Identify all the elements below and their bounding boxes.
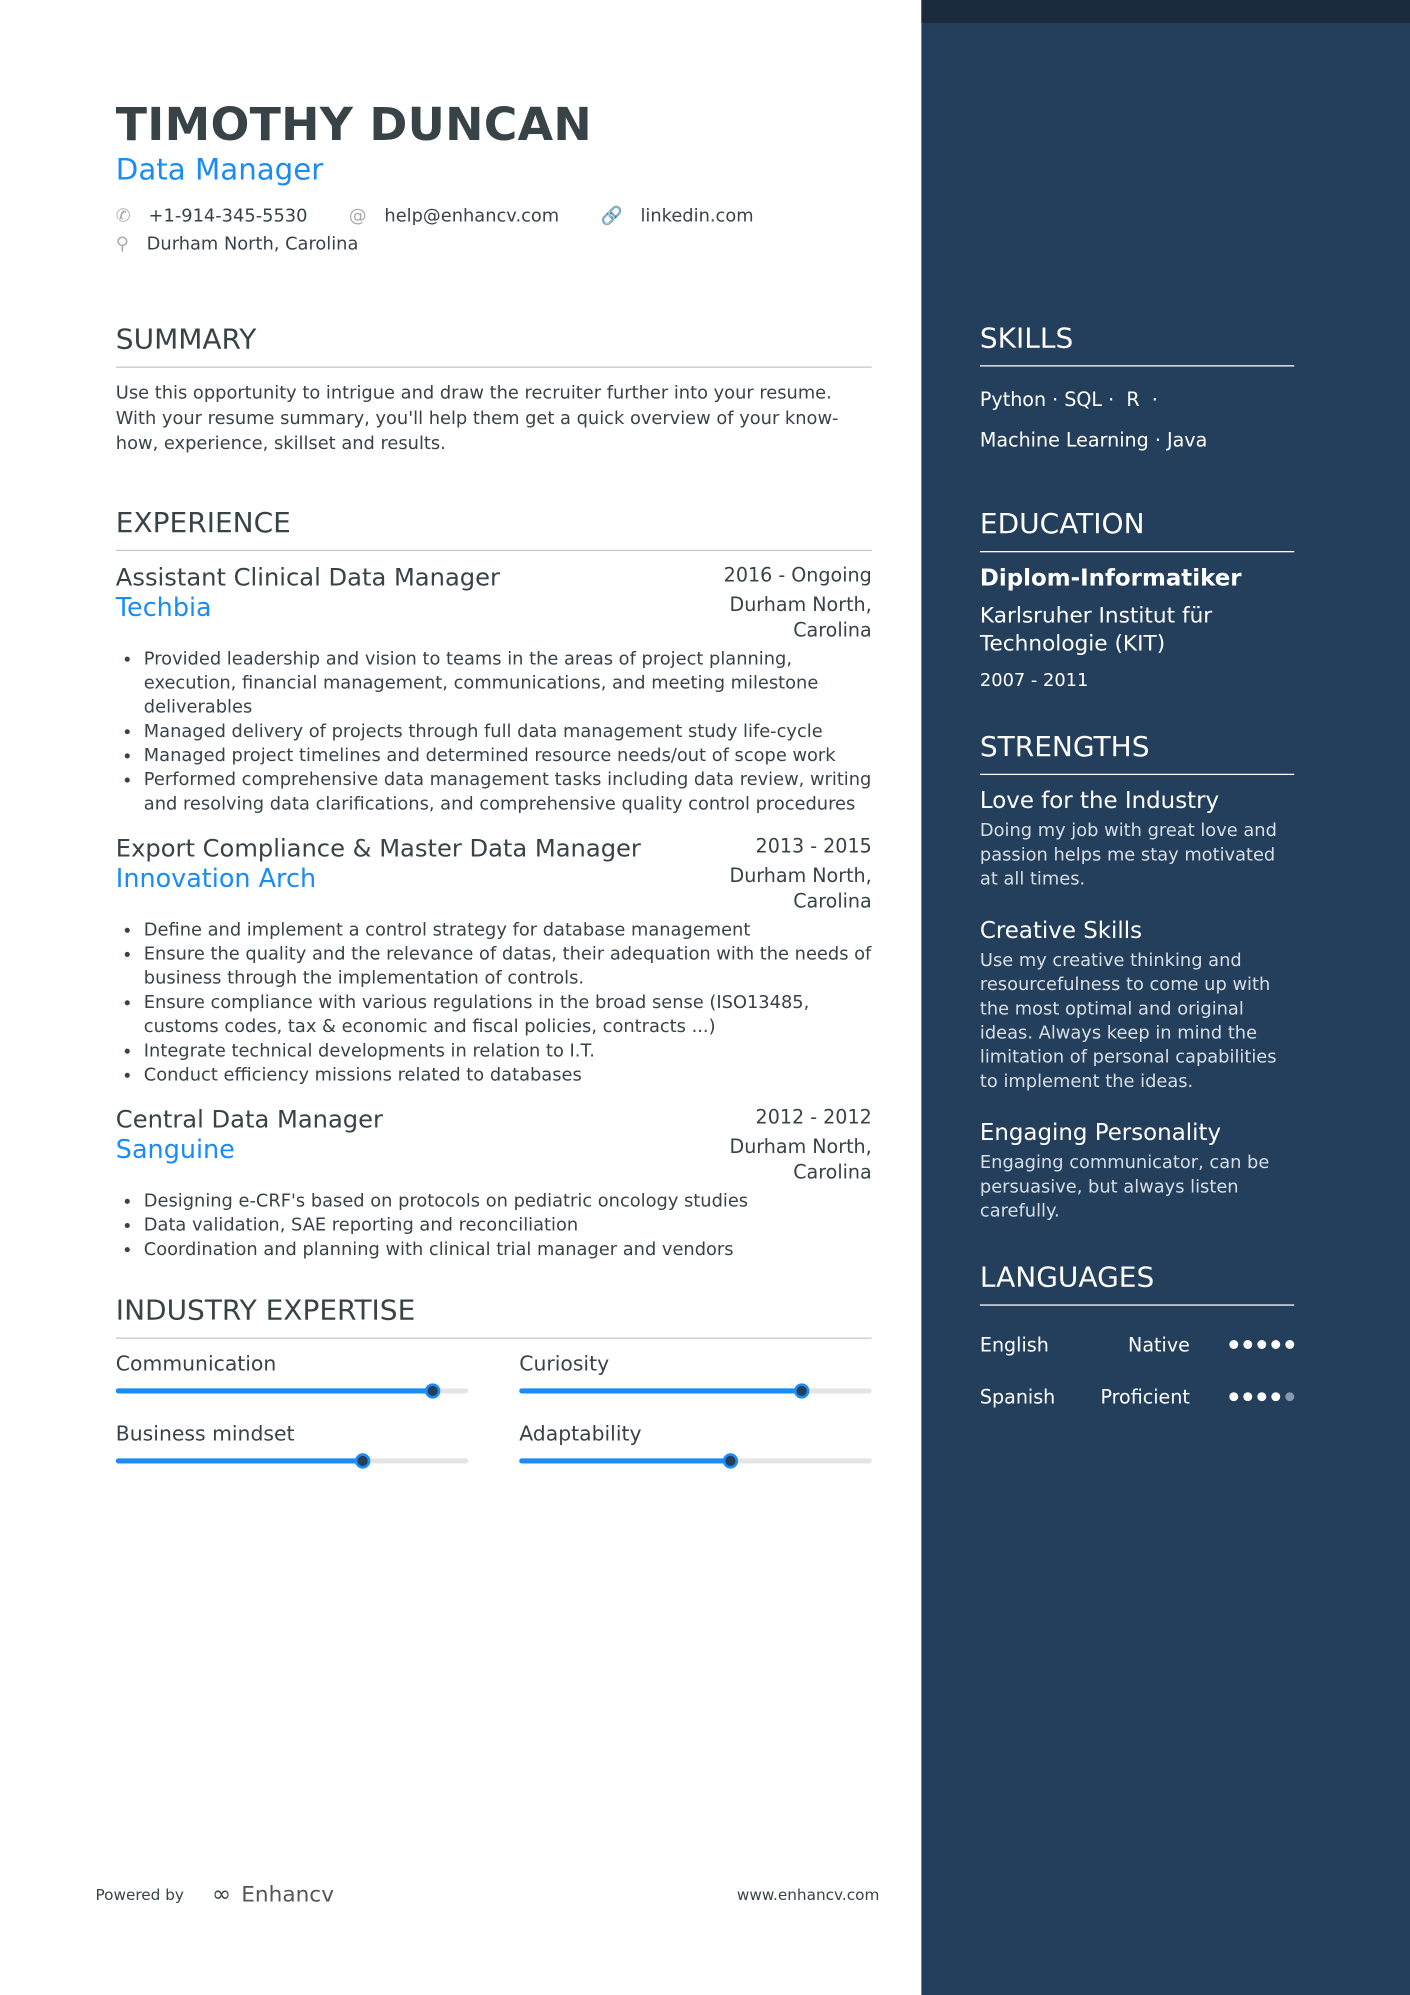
skills-line: Machine Learning · Java: [979, 428, 1208, 452]
sidebar-top-band: [921, 0, 1410, 23]
brand: Enhancv: [241, 1881, 334, 1907]
job-dates: 2012 - 2012: [755, 1105, 872, 1129]
dot-icon: [1243, 1392, 1252, 1401]
slider-knob[interactable]: [794, 1383, 809, 1398]
expertise-item: [519, 1352, 872, 1394]
job-role: Export Compliance & Master Data Manager: [115, 834, 641, 863]
bullet: • Integrate technical developments in relation to I.T.: [144, 1040, 872, 1064]
main-column: [116, 99, 872, 1463]
language-level: Proficient: [1100, 1385, 1190, 1409]
bullet: • Provided leadership and vision to teams in the areas of project planning, execution, financial management, communications, and meeting milestone deliverables: [144, 648, 872, 721]
strength-title: Engaging Personality: [979, 1119, 1222, 1147]
dot-icon: [1229, 1340, 1238, 1349]
job-bullets: [116, 1190, 872, 1263]
candidate-name: TIMOTHY DUNCAN: [115, 99, 592, 152]
proficiency-dots: [1229, 1392, 1294, 1401]
email[interactable]: help@enhancv.com: [384, 206, 560, 227]
language-name: English: [979, 1333, 1049, 1356]
section-heading: SKILLS: [980, 323, 1294, 366]
expertise-section: [116, 1296, 872, 1464]
expertise-label: Adaptability: [519, 1421, 642, 1446]
dot-icon: [1271, 1392, 1280, 1401]
job-company-row: [116, 1134, 872, 1185]
strength-text: Doing my job with great love and passion helps me stay motivated at all times.: [979, 820, 1277, 890]
powered-by: Powered by: [95, 1885, 184, 1904]
section-heading: SUMMARY: [116, 325, 872, 368]
bullet: • Coordination and planning with clinical trial manager and vendors: [144, 1238, 872, 1262]
linkedin-link[interactable]: linkedin.com: [640, 206, 754, 227]
dot-icon: [1257, 1340, 1266, 1349]
bullet: • Performed comprehensive data management tasks including data review, writing and resolving data clarifications, and comprehensive quality control procedures: [144, 769, 872, 817]
job-entry: [116, 1106, 872, 1263]
phone: +1-914-345-5530: [148, 206, 308, 227]
job-bullets: [116, 919, 872, 1088]
job-company-row: [116, 592, 872, 643]
bullet: • Define and implement a control strategy for database management: [144, 919, 872, 943]
expertise-slider[interactable]: [519, 1458, 872, 1463]
section-heading: EDUCATION: [980, 509, 1294, 552]
dot-icon: [1285, 1392, 1294, 1401]
job-header: [116, 835, 872, 863]
link-icon: 🔗: [600, 206, 623, 227]
expertise-slider[interactable]: [116, 1388, 469, 1393]
language-row: [980, 1318, 1294, 1370]
expertise-label: Business mindset: [115, 1421, 295, 1446]
section-heading: STRENGTHS: [980, 732, 1294, 775]
section-heading: EXPERIENCE: [116, 508, 872, 551]
slider-fill: [519, 1388, 801, 1393]
dot-icon: [1285, 1340, 1294, 1349]
skills-list: [980, 379, 1294, 460]
slider-fill: [116, 1458, 363, 1463]
slider-fill: [519, 1458, 730, 1463]
job-company-row: [116, 863, 872, 914]
job-role: Assistant Clinical Data Manager: [115, 563, 500, 592]
dot-icon: [1229, 1392, 1238, 1401]
footer: [95, 1881, 879, 1908]
expertise-slider[interactable]: [116, 1458, 469, 1463]
company-name[interactable]: Sanguine: [115, 1133, 235, 1165]
company-name[interactable]: Techbia: [115, 591, 212, 623]
location: Durham North, Carolina: [146, 234, 359, 255]
job-role: Central Data Manager: [115, 1105, 383, 1134]
job-location: Durham North, Carolina: [729, 593, 872, 642]
strength-title: Creative Skills: [979, 917, 1143, 945]
job-entry: [116, 835, 872, 1088]
contact-info: [116, 202, 872, 258]
location-pin-icon: ⚲: [115, 234, 129, 255]
dot-icon: [1257, 1392, 1266, 1401]
bullet: • Managed delivery of projects through full data management study life-cycle: [144, 720, 872, 744]
degree: Diplom-Informatiker: [979, 565, 1242, 592]
expertise-label: Communication: [115, 1351, 277, 1376]
slider-knob[interactable]: [723, 1453, 738, 1468]
skills-line: Python · SQL · R ·: [979, 388, 1158, 412]
job-entry: [116, 564, 872, 817]
summary-text: Use this opportunity to intrigue and draw the recruiter further into your resume. With your resume summary, you'll help them get a quick overview of your know-how, experience, skillset and results.: [115, 383, 839, 455]
job-dates: 2016 - Ongoing: [723, 563, 872, 587]
strength-text: Engaging communicator, can be persuasive, but always listen carefully.: [979, 1152, 1270, 1222]
expertise-item: [116, 1421, 469, 1463]
slider-knob[interactable]: [355, 1453, 370, 1468]
proficiency-dots: [1229, 1340, 1294, 1349]
strength-text: Use my creative thinking and resourcefulness to come up with the most optimal and original ideas. Always keep in mind the limitation of personal capabilities to implement the ideas.: [979, 950, 1277, 1092]
at-icon: @: [348, 206, 367, 227]
job-title: Data Manager: [115, 153, 324, 188]
edu-dates: 2007 - 2011: [979, 670, 1089, 692]
sidebar: [921, 0, 1410, 1995]
job-bullets: [116, 648, 872, 817]
summary-section: [116, 325, 872, 457]
strength-title: Love for the Industry: [979, 787, 1220, 815]
language-level: Native: [1128, 1333, 1190, 1356]
slider-knob[interactable]: [425, 1383, 440, 1398]
bullet: • Managed project timelines and determined resource needs/out of scope work: [144, 744, 872, 768]
phone-icon: ✆: [115, 206, 131, 227]
enhancv-logo-icon: ∞: [211, 1880, 232, 1908]
expertise-item: [116, 1352, 469, 1394]
job-dates: 2013 - 2015: [755, 834, 872, 858]
website-link[interactable]: www.enhancv.com: [736, 1885, 880, 1904]
expertise-slider[interactable]: [519, 1388, 872, 1393]
bullet: • Ensure the quality and the relevance of datas, their adequation with the needs of business through the implementation of controls.: [144, 943, 872, 991]
company-name[interactable]: Innovation Arch: [115, 862, 317, 894]
expertise-label: Curiosity: [519, 1351, 610, 1376]
language-row: [980, 1371, 1294, 1423]
job-header: [116, 564, 872, 592]
job-header: [116, 1106, 872, 1134]
bullet: • Data validation, SAE reporting and reconciliation: [144, 1214, 872, 1238]
section-heading: LANGUAGES: [980, 1262, 1294, 1305]
school: Karlsruher Institut für Technologie (KIT): [979, 603, 1213, 657]
job-location: Durham North, Carolina: [729, 1135, 872, 1184]
section-heading: INDUSTRY EXPERTISE: [116, 1296, 872, 1339]
experience-section: [116, 508, 872, 1263]
bullet: • Designing e-CRF's based on protocols on pediatric oncology studies: [144, 1190, 872, 1214]
bullet: • Ensure compliance with various regulations in the broad sense (ISO13485, customs codes, tax & economic and fiscal policies, contracts ...): [144, 991, 872, 1039]
expertise-item: [519, 1421, 872, 1463]
bullet: • Conduct efficiency missions related to databases: [144, 1064, 872, 1088]
language-name: Spanish: [979, 1385, 1056, 1409]
dot-icon: [1271, 1340, 1280, 1349]
slider-fill: [116, 1388, 433, 1393]
dot-icon: [1243, 1340, 1252, 1349]
job-location: Durham North, Carolina: [729, 864, 872, 913]
